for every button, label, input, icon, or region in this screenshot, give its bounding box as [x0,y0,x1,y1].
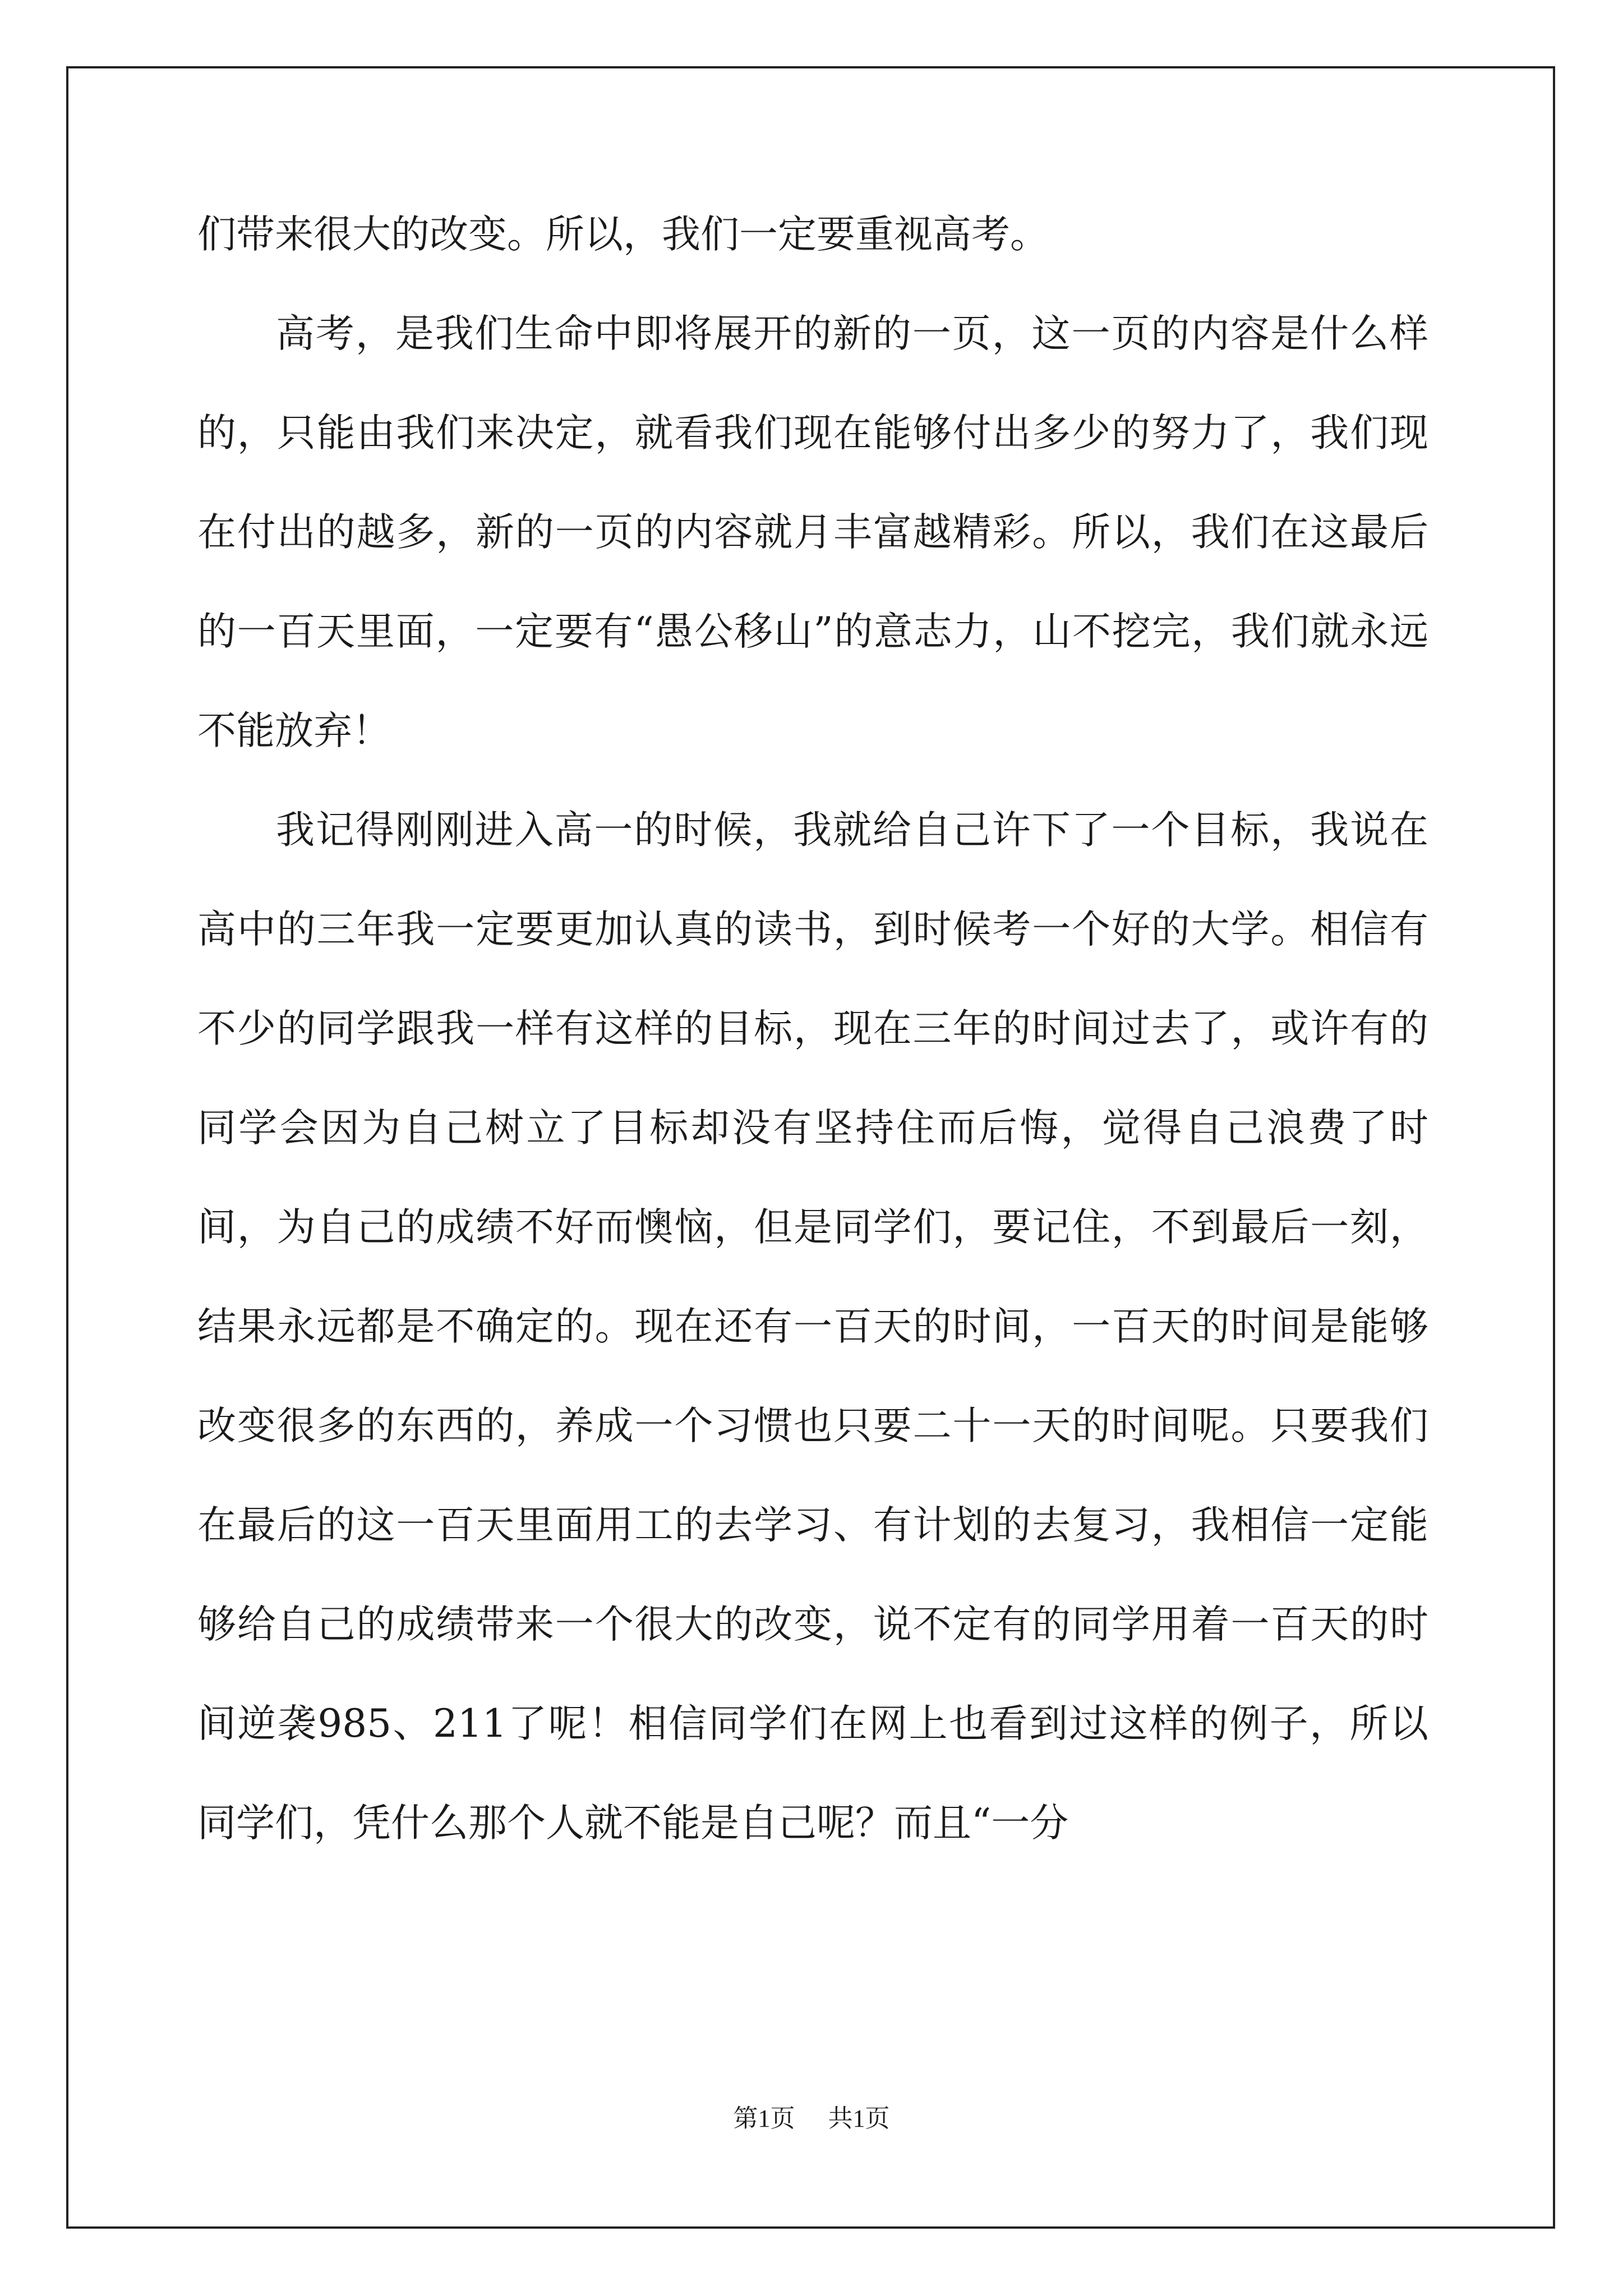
paragraph-goal: 我记得刚刚进入高一的时候，我就给自己许下了一个目标，我说在高中的三年我一定要更加认真的读书，到时候考一个好的大学。相信有不少的同学跟我一样有这样的目标，现在三年的时间过去了，或许有的同学会因为自己树立了目标却没有坚持住而后悔，觉得自己浪费了时间，为自己的成绩不好而懊恼，但是同学们，要记住，不到最后一刻，结果永远都是不确定的。现在还有一百天的时间，一百天的时间是能够改变很多的东西的，养成一个习惯也只要二十一天的时间呢。只要我们在最后的这一百天里面用工的去学习、有计划的去复习，我相信一定能够给自己的成绩带来一个很大的改变，说不定有的同学用着一百天的时间逆袭985、211了呢！相信同学们在网上也看到过这样的例子，所以同学们，凭什么那个人就不能是自己呢？而且“一分 [197,808,1428,1846]
page-footer [0,2098,1623,2134]
page-number: 第1页 [733,2105,795,2132]
paragraph-continuation: 们带来很大的改变。所以，我们一定要重视高考。 [197,212,1049,257]
total-pages: 共1页 [828,2105,890,2132]
paragraph-gaokao: 高考，是我们生命中即将展开的新的一页，这一页的内容是什么样的，只能由我们来决定，就看我们现在能够付出多少的努力了，我们现在付出的越多，新的一页的内容就月丰富越精彩。所以，我们在这最后的一百天里面，一定要有“愚公移山”的意志力，山不挖完，我们就永远不能放弃！ [197,311,1428,753]
document-body [197,185,1428,1873]
